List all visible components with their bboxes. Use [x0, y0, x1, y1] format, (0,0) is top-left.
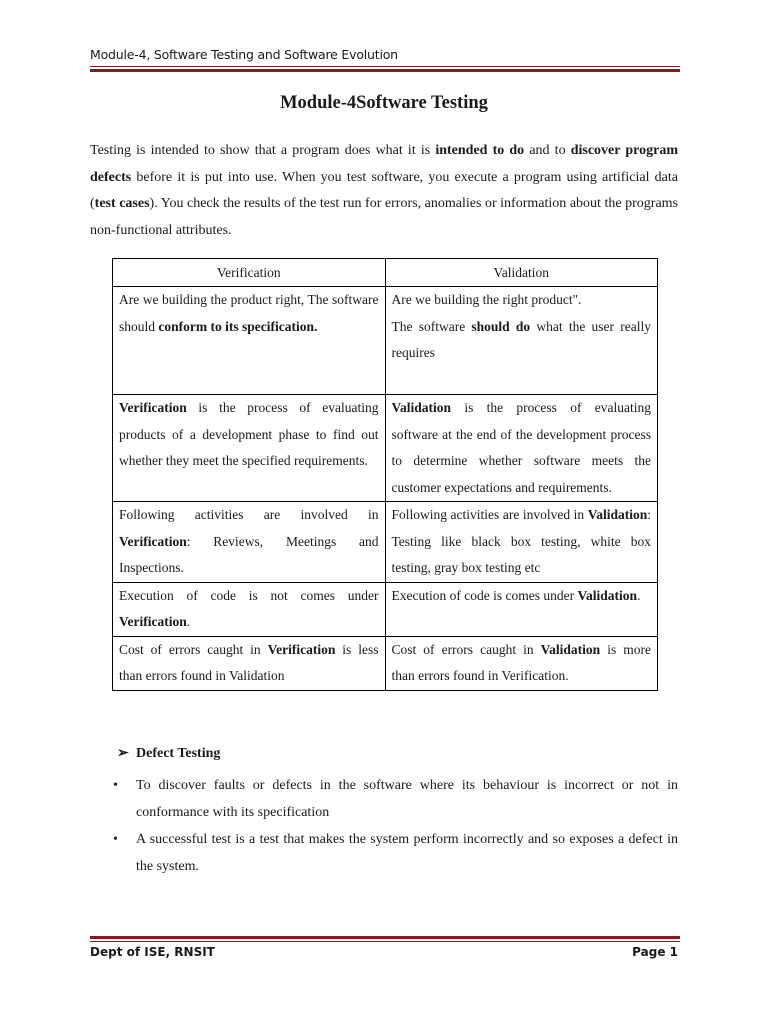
- header-rule-thin: [90, 66, 680, 67]
- table-cell: Cost of errors caught in Verification is less than errors found in Validation: [113, 636, 386, 690]
- header-rule-thick: [90, 69, 680, 72]
- arrow-bullet-icon: ➢: [117, 746, 129, 761]
- table-row: [113, 395, 658, 502]
- footer-department: Dept of ISE, RNSIT: [90, 945, 215, 959]
- defect-testing-heading: ➢ Defect Testing: [117, 746, 221, 761]
- table-row: [113, 582, 658, 636]
- list-item: • To discover faults or defects in the software where its behaviour is incorrect or not in conformance with its specification: [113, 772, 678, 826]
- table-cell: Validation is the process of evaluating software at the end of the development process to determine whether software meets the customer expectations and requirements.: [385, 395, 658, 502]
- comparison-table: [112, 258, 658, 691]
- table-cell: Following activities are involved in Verification: Reviews, Meetings and Inspections.: [113, 502, 386, 583]
- table-row: [113, 502, 658, 583]
- table-cell: Cost of errors caught in Validation is more than errors found in Verification.: [385, 636, 658, 690]
- table-cell: Execution of code is comes under Validation.: [385, 582, 658, 636]
- table-row: [113, 636, 658, 690]
- footer-rule-thick: [90, 936, 680, 939]
- table-cell: Are we building the right product". The software should do what the user really requires: [385, 287, 658, 395]
- page-title: Module-4Software Testing: [280, 93, 488, 113]
- page-header: Module-4, Software Testing and Software Evolution: [90, 47, 398, 62]
- intro-paragraph: Testing is intended to show that a program does what it is intended to do and to discover program defects before it is put into use. When you test software, you execute a program using artificial data (test cases). You check the results of the test run for errors, anomalies or information about the programs non-functional attributes.: [90, 143, 679, 238]
- bullet-icon: •: [113, 832, 118, 847]
- header-validation: Validation: [385, 259, 658, 287]
- table-cell: Are we building the product right, The software should conform to its specification.: [113, 287, 386, 395]
- table-header-row: [113, 259, 658, 287]
- footer-page-number: Page 1: [632, 945, 678, 959]
- table-cell: Execution of code is not comes under Verification.: [113, 582, 386, 636]
- list-item: • A successful test is a test that makes the system perform incorrectly and so exposes a defect in the system.: [113, 826, 678, 880]
- table-cell: Verification is the process of evaluating products of a development phase to find out whether they meet the specified requirements.: [113, 395, 386, 502]
- bullet-icon: •: [113, 778, 118, 793]
- table-row: [113, 287, 658, 395]
- header-verification: Verification: [113, 259, 386, 287]
- footer-rule-thin: [90, 941, 680, 942]
- table-cell: Following activities are involved in Validation: Testing like black box testing, white box testing, gray box testing etc: [385, 502, 658, 583]
